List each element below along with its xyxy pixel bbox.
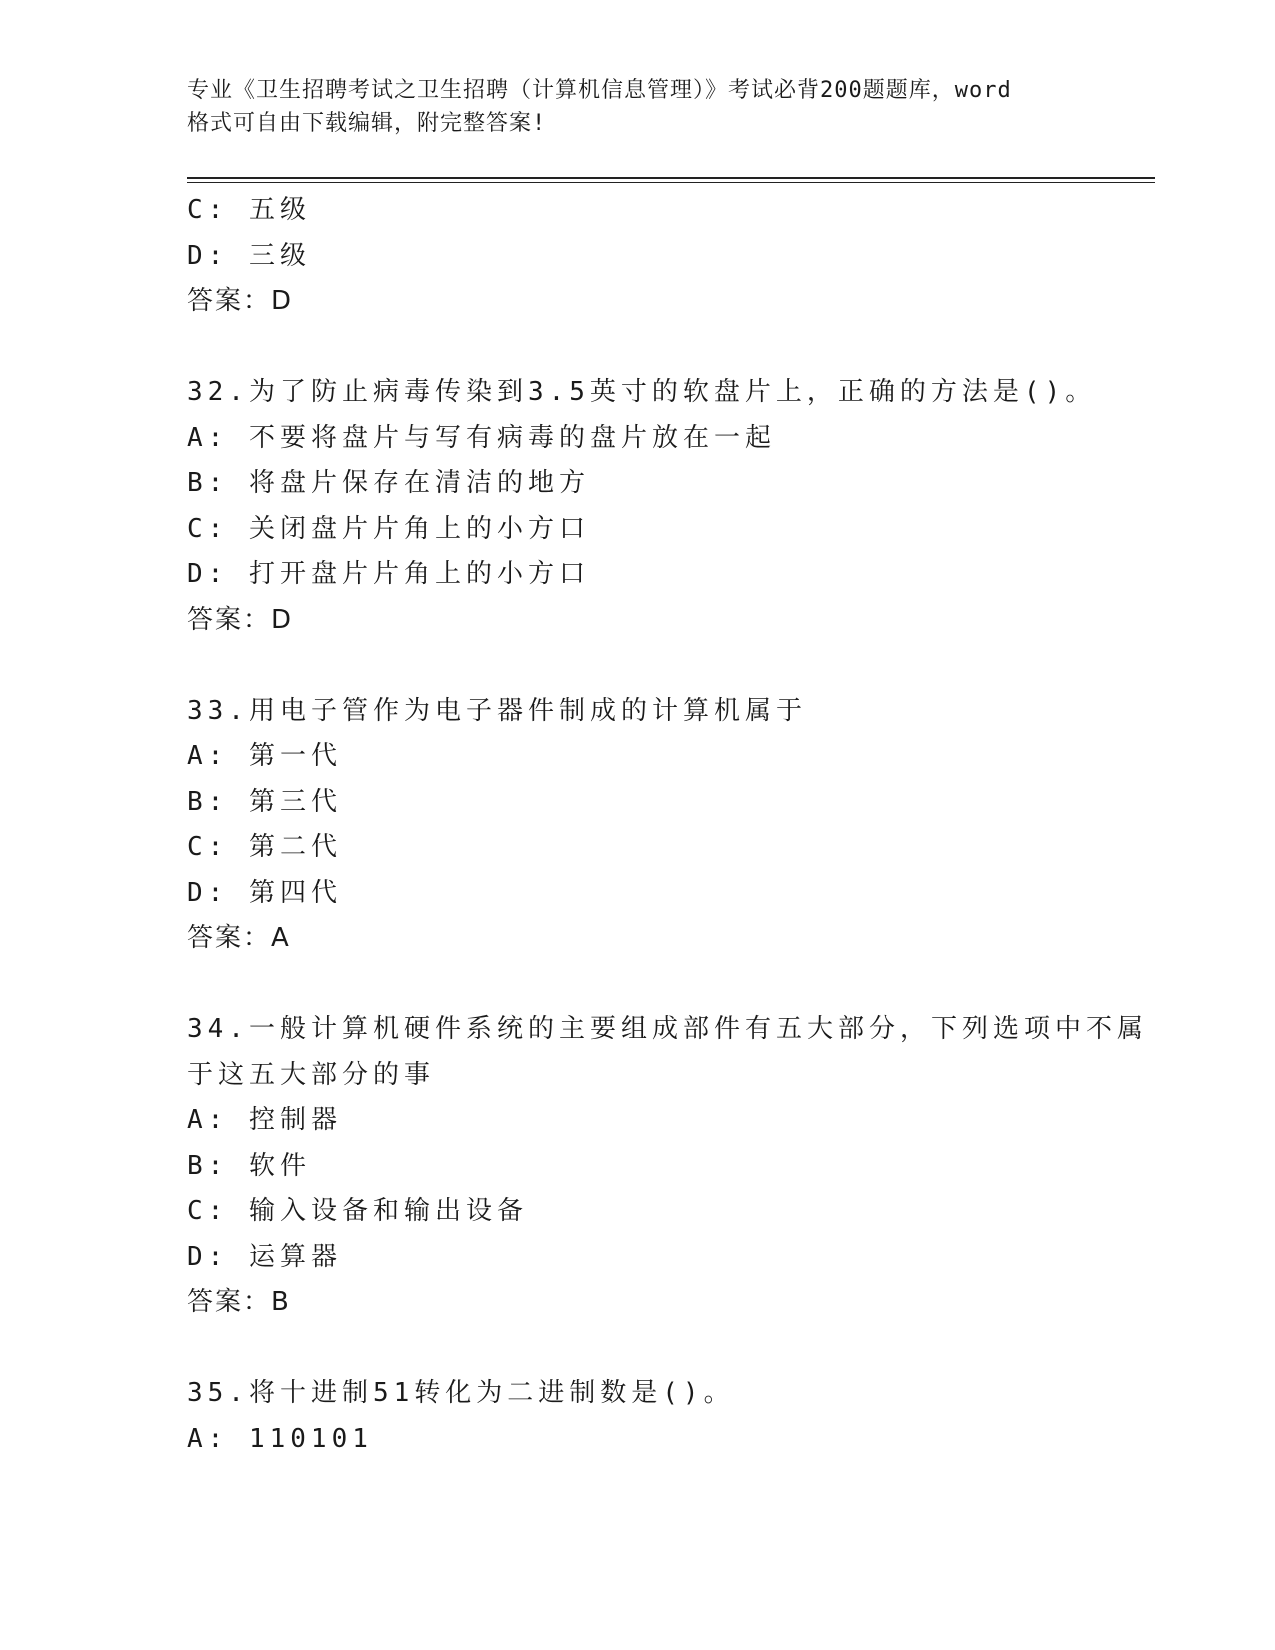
answer-line: 答案：A <box>187 923 291 953</box>
question-text: 33.用电子管作为电子器件制成的计算机属于 <box>187 695 807 726</box>
option-a: A: 不要将盘片与写有病毒的盘片放在一起 <box>187 422 776 453</box>
answer-line: 答案：B <box>187 1287 291 1317</box>
header-line-2: 格式可自由下载编辑，附完整答案! <box>187 111 547 136</box>
option-c: C: 关闭盘片片角上的小方口 <box>187 513 590 544</box>
answer-line: 答案：D <box>187 604 294 635</box>
option-a: A: 控制器 <box>187 1105 342 1135</box>
option-c: C: 输入设备和输出设备 <box>187 1196 528 1226</box>
option-b: B: 软件 <box>187 1150 311 1181</box>
question-list <box>187 188 1147 1462</box>
answer-line: 答案：D <box>187 286 294 316</box>
option-d: D: 第四代 <box>187 877 342 908</box>
header-line-1: 专业《卫生招聘考试之卫生招聘（计算机信息管理）》考试必背200题题库，word <box>187 78 1012 103</box>
question-block-33 <box>187 689 1147 962</box>
option-b: B: 将盘片保存在清洁的地方 <box>187 468 590 498</box>
option-d: D: 运算器 <box>187 1241 342 1272</box>
question-text-line-2: 于这五大部分的事 <box>187 1059 436 1090</box>
option-c: C: 五级 <box>187 195 311 225</box>
option-a: A: 第一代 <box>187 741 342 771</box>
header-divider-thick <box>187 177 1155 179</box>
question-block-34 <box>187 1007 1147 1326</box>
spacer <box>187 643 1147 689</box>
option-d: D: 打开盘片片角上的小方口 <box>187 559 590 589</box>
question-text-line-1: 34.一般计算机硬件系统的主要组成部件有五大部分，下列选项中不属 <box>187 1014 1148 1044</box>
option-a: A: 110101 <box>187 1423 373 1454</box>
document-header <box>187 74 1087 140</box>
header-divider-thin <box>187 182 1155 183</box>
option-d: D: 三级 <box>187 240 311 271</box>
option-b: B: 第三代 <box>187 786 342 817</box>
option-c: C: 第二代 <box>187 832 342 862</box>
question-text: 35.将十进制51转化为二进制数是()。 <box>187 1378 735 1408</box>
question-block-32 <box>187 370 1147 643</box>
question-block-35 <box>187 1371 1147 1462</box>
question-block-31 <box>187 188 1147 325</box>
spacer <box>187 325 1147 371</box>
spacer <box>187 962 1147 1008</box>
question-text: 32.为了防止病毒传染到3.5英寸的软盘片上，正确的方法是()。 <box>187 377 1097 407</box>
spacer <box>187 1326 1147 1372</box>
